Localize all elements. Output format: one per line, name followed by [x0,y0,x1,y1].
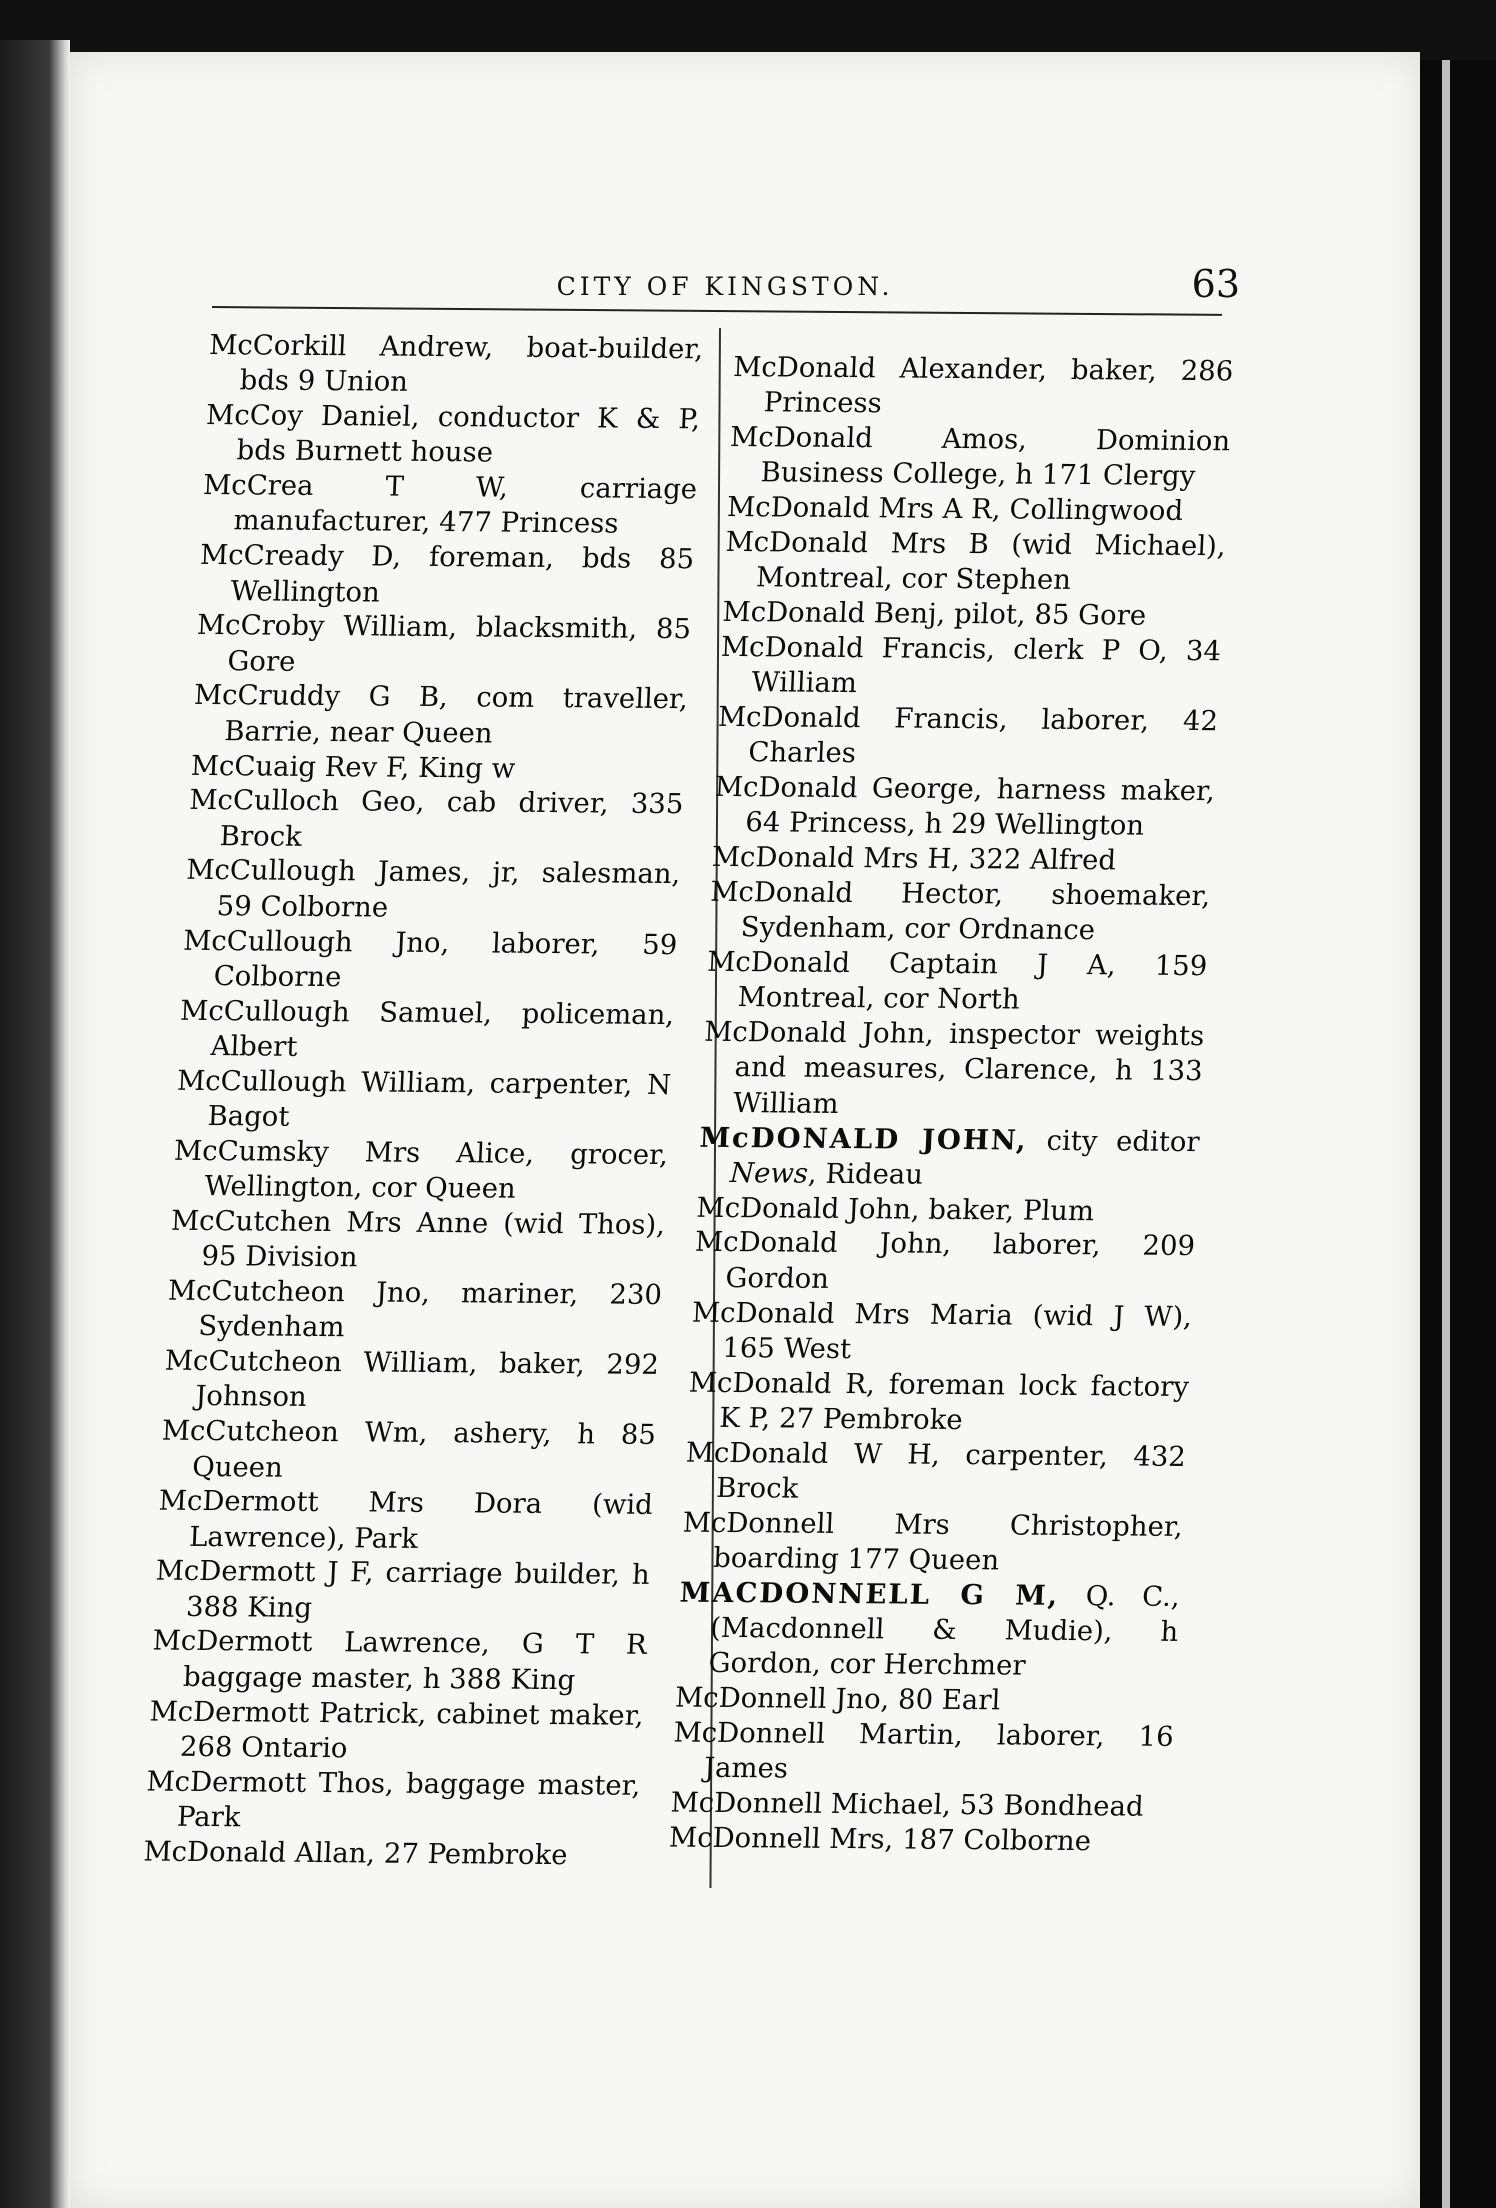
entry-name: McDonald George, [714,770,984,806]
entry-detail-after: , Rideau [807,1157,924,1191]
directory-entry [198,538,695,613]
directory-entry [723,525,1226,600]
entry-detail: baker, 286 Princess [763,353,1234,420]
entry-detail: carpenter, N Bagot [206,1067,672,1133]
entry-detail: Dominion Business College, h 171 Clergy [759,424,1231,493]
entry-detail: 187 Colborne [901,1823,1092,1858]
entry-name: McDonald Amos, [729,421,1028,456]
page-number: 63 [1191,262,1240,306]
entry-name: McCullough William, [176,1064,477,1100]
entry-name: McCuaig Rev F, [190,749,411,784]
directory-entry [708,875,1211,950]
entry-name: McDonnell Jno, [674,1681,891,1716]
directory-entry [680,1505,1183,1580]
entry-detail: conductor K & P, bds Burnett house [235,401,701,469]
directory-entry [169,1204,666,1279]
entry-detail: laborer, 209 Gordon [724,1228,1196,1295]
directory-entry [674,1681,1176,1721]
entry-name: McCorkill Andrew, [208,328,495,364]
directory-entry [187,783,684,858]
directory-entry [204,398,701,473]
entry-name: McDonald Mrs A R, [726,491,1002,526]
directory-entry [153,1554,650,1629]
directory-entry [726,490,1228,530]
entry-name: McDonald Mrs H, [711,840,961,876]
directory-entry [697,1120,1200,1195]
entry-name: McDonnell Martin, [672,1716,964,1752]
directory-entry [670,1786,1172,1826]
entry-name: McDonnell Mrs, [668,1821,895,1856]
entry-detail: 159 Montreal, cor North [737,949,1208,1016]
book-spine-shadow [0,40,70,2208]
entry-detail: foreman lock factory K P, 27 Pembroke [718,1368,1190,1436]
entry-detail: G T R baggage master, h 388 King [182,1628,648,1697]
entry-name: McDonald Benj, [721,595,947,630]
entry-detail: boarding 177 Queen [712,1541,1000,1577]
entry-detail: laborer, 59 Colborne [213,927,678,994]
entry-detail: jr, salesman, 59 Colborne [216,856,682,924]
entry-detail: carpenter, 432 Brock [715,1438,1187,1505]
entry-detail: ashery, h 85 Queen [191,1417,657,1484]
running-title: CITY OF KINGSTON. [556,272,894,301]
entry-detail: 322 Alfred [968,843,1117,877]
entry-name: McDonald John, [694,1226,952,1261]
entry-name: McCoy Daniel, [205,399,421,433]
entry-detail: baker, 292 Johnson [194,1347,660,1414]
entry-detail: (wid Thos), 95 Division [200,1207,666,1274]
directory-entry [195,608,692,683]
entry-name: McDonald Francis, [717,700,1009,736]
directory-entry [184,853,681,928]
entry-name: McCutchen Mrs Anne [170,1204,489,1240]
directory-entry [693,1225,1196,1300]
entry-name: McDonald John, [695,1191,921,1226]
directory-entry [731,350,1234,425]
directory-entry [722,595,1224,635]
entry-publication: News [729,1156,809,1190]
directory-entry [207,328,704,403]
directory-entry [719,630,1222,705]
entry-detail: baggage master, Park [176,1767,642,1834]
entry-detail: baker, Plum [927,1193,1095,1227]
entry-detail: cabinet maker, 268 Ontario [179,1697,645,1765]
entry-detail: 27 Pembroke [383,1837,569,1871]
entry-name: McDonald Captain J A, [706,945,1117,982]
entry-name: McDonald Mrs Maria [691,1296,1014,1331]
entry-name: McDonald John, [703,1015,935,1050]
entry-detail: 80 Earl [897,1683,1001,1717]
entry-detail: com traveller, Barrie, near Queen [223,681,689,750]
entry-name: McDonnell Michael, [669,1786,952,1822]
entry-detail: laborer, 42 Charles [747,703,1219,770]
directory-entry [166,1274,663,1349]
entry-name: McDonald Allan, [142,1835,376,1870]
entry-detail: mariner, 230 Sydenham [197,1277,663,1344]
entry-detail: cab driver, 335 Brock [219,786,685,853]
right-column [668,350,1234,1860]
entry-name: MACDONNELL G M, [679,1576,1060,1612]
directory-entry [144,1764,641,1839]
directory-entry [172,1134,669,1209]
entry-detail: pilot, 85 Gore [953,598,1147,632]
directory-entry [687,1365,1190,1440]
directory-entry [716,700,1219,775]
entry-detail: laborer, 16 James [703,1719,1175,1785]
directory-entry [671,1716,1174,1791]
entry-detail: 53 Bondhead [959,1789,1145,1823]
entry-name: McCumsky Mrs Alice, [173,1134,535,1170]
entry-detail: (wid J W), 165 West [721,1299,1193,1365]
entry-name: McDonnell Mrs Christopher, [682,1506,1184,1543]
entry-name: McDonald W H, [685,1436,941,1471]
entry-detail: policeman, Albert [209,997,675,1063]
entry-detail: city editor [1045,1124,1201,1158]
right-margin-strip [1420,60,1496,2208]
entry-name: McCullough James, [185,854,472,889]
entry-detail: harness maker, 64 Princess, h 29 Wellington [744,773,1216,842]
directory-entry [163,1344,660,1419]
entry-detail: King w [417,751,516,785]
entry-detail: Collingwood [1008,493,1184,528]
entry-name: McCutcheon Jno, [167,1274,431,1309]
left-column [143,328,704,1873]
entry-name: McCrea T W, [202,469,509,504]
entry-detail: foreman, bds 85 Wellington [229,541,695,609]
entry-name: McCullough Samuel, [179,994,493,1030]
entry-name: McCruddy G B, [193,679,449,714]
directory-entry [676,1575,1181,1685]
entry-detail: carriage manufacturer, 477 Princess [232,472,698,541]
directory-entry [190,748,686,788]
entry-name: McDonald R, [688,1366,876,1400]
entry-name: McDonald Alexander, [732,350,1048,386]
directory-entry [668,1820,1170,1860]
directory-entry [143,1834,639,1874]
entry-name: McDonald Hector, [709,875,1004,911]
directory-entry [705,945,1208,1020]
entry-detail: boat-builder, bds 9 Union [239,331,704,399]
entry-name: McDermott Patrick, [148,1695,428,1730]
entry-detail: (wid Michael), Montreal, cor Stephen [755,528,1227,597]
entry-detail: shoemaker, Sydenham, cor Ordnance [740,878,1212,947]
directory-entry [713,770,1216,845]
directory-entry [201,468,698,543]
directory-entry [696,1190,1198,1230]
entry-detail: blacksmith, 85 Gore [226,611,692,678]
entry-name: McDONALD JOHN, [698,1121,1029,1157]
directory-entry [156,1484,653,1559]
entry-name: McCroby William, [196,609,459,644]
entry-name: McDermott Lawrence, [151,1625,491,1660]
directory-entry [700,1015,1205,1125]
entry-detail: grocer, Wellington, cor Queen [203,1138,669,1205]
directory-entry [160,1414,657,1489]
entry-name: McDonald Francis, [720,630,996,666]
directory-entry [684,1435,1187,1510]
entry-detail: carriage builder, h 388 King [185,1556,651,1624]
directory-entry [728,420,1231,495]
directory-entry [192,678,689,753]
directory-entry [175,1063,672,1138]
right-edge-rule [1442,60,1450,2208]
directory-entry [711,840,1213,880]
entry-name: McDermott J F, [155,1554,375,1589]
directory-entry [150,1624,647,1699]
entry-name: McCulloch Geo, [188,784,426,819]
entry-name: McCutcheon Wm, [161,1414,429,1450]
entry-name: McDonald Mrs B [724,525,990,561]
entry-detail: Q. C., (Macdonnell & Mudie), h Gordon, cor Herchmer [707,1580,1181,1683]
entry-detail: inspector weights and measures, Clarence, h 133 William [732,1018,1205,1120]
directory-entry [147,1694,644,1769]
directory-entry [178,993,675,1068]
entry-name: McDermott Thos, [145,1765,395,1800]
entry-detail: (wid Lawrence), Park [188,1488,654,1555]
entry-name: McCutcheon William, [164,1344,479,1380]
entry-detail: clerk P O, 34 William [750,633,1222,700]
entry-name: McCullough Jno, [182,924,451,959]
directory-entry [690,1295,1193,1370]
entry-name: McCready D, [199,539,402,573]
entry-name: McDermott Mrs Dora [158,1484,543,1521]
directory-entry [181,923,678,998]
